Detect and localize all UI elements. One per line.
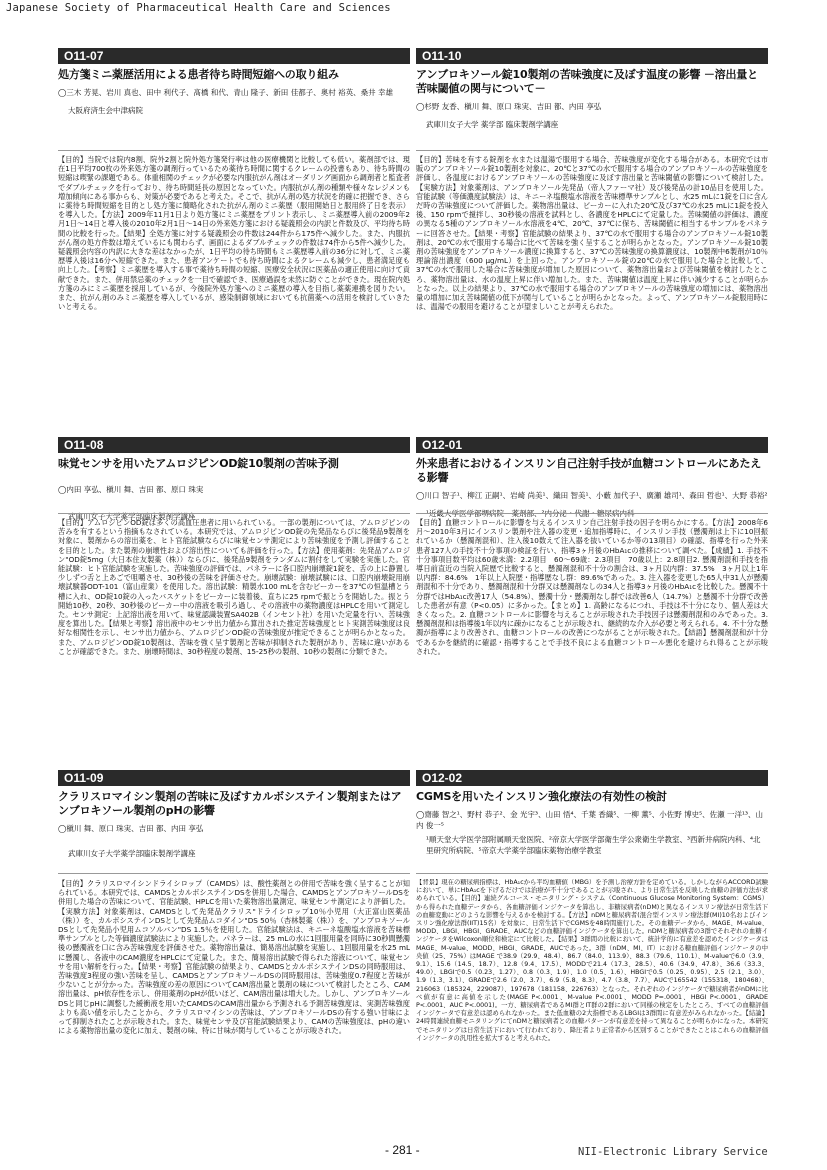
abstract-id: O12-01 [416,437,768,453]
separator [416,150,768,151]
abstract-body: 【目的】血糖コントロールに影響を与えるインスリン自己注射手技の因子を明らかにする。【方法】2008年6月〜2010年3月にインスリン製剤や注入器の変更・追加指導時に、インスリン手技（懸濁剤は上下に10回振れているか（懸濁剤混和）、注入後10数えて注入器を抜いているか等の13項目）の確認、指導を行った外来患者127人の手技不十分事項の検証を行い、指導3ヶ月後のHbA₁cの推移について調べた。【成績】1. 手技不十分事項目数平均は60歳未満：2.2項目 60〜69歳：2.3項目 70歳以上：2.8項目2. 懸濁剤混和手技を指導日前直近の当院入院歴で比較すると、懸濁剤混和不十分の割合は、3ヶ月以内群：37.5% 3ヶ月以上1年以内群：84.6% 1年以上入院歴・指導歴なし群：89.6%であった。3. 注入器を変更した65人中31人が懸濁剤混和不十分であり、懸濁剤混和十分群又は懸濁剤なしの34人と指導3ヶ月後のHbA₁cを比較した。懸濁不十分群ではHbA₁c改善17人（54.8%）、懸濁十分・懸濁剤なし群では改善6人（14.7%）と懸濁不十分群で改善した患者が有意（P<0.05）に多かった。【まとめ】1. 高齢になるにつれ、手技は不十分になり、個人差は大きくなった。2. 血糖コントロールに影響を与えることが示唆された手技因子は懸濁剤混和のみであった。3. 懸濁剤混和は指導後1年以内に疎かになることが示唆され、継続的な介入が必要と考えられる。4. 不十分な懸濁が指導により改善され、血糖コントロールの改善につながることが示唆された。【結語】懸濁剤混和が十分であるかを継続的に確認・指導することで手技不良による血糖コントロール悪化を避けられ得ることが示唆された。 [416,518,768,656]
separator [58,150,410,151]
abstract-authors: ◯槇川 舞、原口 珠実、吉田 都、内田 享弘 [58,824,204,833]
separator [416,873,768,874]
separator [416,513,768,514]
abstract-o12-02 [416,770,768,856]
abstract-title: アンブロキソール錠10製剤の苦味強度に及ぼす温度の影響 －溶出量と苦味閾値の関与について－ [416,68,758,95]
abstract-title: 処方箋ミニ薬歴活用による患者待ち時間短縮への取り組み [58,68,339,81]
abstract-authors: ◯杉野 友香、槇川 舞、原口 珠実、吉田 都、内田 享弘 [416,102,602,111]
abstract-id: O11-08 [58,437,410,453]
abstract-authors: ◯三木 芳晃、岩川 真也、田中 利代子、髙橋 和代、青山 隆子、新田 佳都子、奥村 裕英、桑井 幸雄 [58,88,393,97]
separator [58,513,410,514]
abstract-title: CGMSを用いたインスリン強化療法の有効性の検討 [416,790,667,803]
journal-header: Japanese Society of Pharmaceutical Health Care and Sciences [6,2,391,14]
footer-service: NII-Electronic Library Service [578,1146,768,1158]
abstract-affiliation: 武庫川女子大学薬学部臨床製剤学講座 [68,511,196,521]
abstract-affiliation: 武庫川女子大学薬学部臨床製剤学講座 [68,848,196,858]
abstract-body: 【目的】クラリスロマイシンドライシロップ（CAMDS）は、酸性薬剤との併用で苦味を強く呈することが知られている。本研究では、CAMDSとカルボシステインDSを併用した場合、CAMDSとアンブロキソールDSを併用した場合の苦味について、官能試験、HPLCを用いた薬物溶出量測定、味覚センサ測定により評価した。【実験方法】対象薬剤は、CAMDSとして先発品クラリス"ドライシロップ10％小児用（大正富山医薬品（株））を、カルボシステインDSとして先発品ムコダイン"DS 50％（杏林製薬（株））を、アンブロキソールDSとして先発品小児用ムコソルバン"DS 1.5％を使用した。官能試験法は、キニーネ塩酸塩水溶液を苦味標準サンプルとした等価濃度試験法により実施した。パネラーは、25 mLの水に1回服用量を同時に30秒間懸濁後の懸濁液を口に含み苦味強度を評価させた。薬物溶出量は、簡易溶出試験を実施し、1回服用量を水25 mLに懸濁し、各液中のCAM濃度をHPLCにて定量した。また、簡易溶出試験で得られた溶液について、味覚センサを用い解析を行った。【結果・考察】官能試験の結果より、CAMDSとカルボシステインDSの同時服用は、苦味強度3程度の強い苦味を呈し、CAMDSとアンブロキソールDSの同時服用は、苦味強度0.7程度と苦味が少ないことが分かった。苦味強度の差の原因についてCAM溶出量と製剤の味について検討したところ、CAM溶出量は、pH依存性を示し、併用薬剤のpHが低いほど、CAM溶出量は増大した。しかし、アンブロキソールDSと同じpHに調整した緩衝液を用いたCAMDSのCAM溶出量から予測される予測苦味強度は、実測苦味強度よりも高い値を示したことから、クラリスロマイシンの苦味は、アンブロキソールDSの有する強い甘味によって抑制されたことが示唆された。また、味覚センサ及び官能試験結果より、CAMの苦味強度は、pHの違いによる薬物溶出量の変化に加え、製剤の味、特に甘味が関与していることが示唆された。 [58,879,410,1036]
abstract-o11-10 [416,48,768,130]
abstract-authors: ◯齋藤 智之¹、野村 恭子²、金 光宇³、山田 悟⁴、千葉 香織⁵、一柳 薫⁵、小佐野 博史⁵、佐瀬 一洋¹³、山内 俊一⁵ [416,810,764,830]
abstract-body: 【目的】アムロジピンOD錠は多くの高血圧患者に用いられている。一部の製剤については、アムロジピンの苦みを有するという指摘もなされている。本研究では、アムロジピンOD錠の先発品ならびに後発品9製剤を対象に、製剤からの溶出薬を、ヒト官能試験ならびに味覚センサ測定により苦味強度を予測し評価することを目的とした。また製剤の崩壊性および溶出性についても評価を行った。【方法】使用薬剤：先発品アムロジン"OD錠5mg（大日本住友製薬（株））ならびに、後発品9製剤をランダムに割付をして実験を実施した。官能試験：ヒト官能試験を実施した。苦味強度の評価では、パネラーに各口腔内崩壊錠1錠を、舌の上に静置し少しずつ舌と上あごで咀嚼させ、30秒後の苦味を評価させた。崩壊試験：崩壊試験には、口腔内崩壊錠用崩壊試験器ODT-101（富山産業）を使用した。溶出試験：精製水100 mLを含むビーカーを37℃の恒温槽とう槽に入れ、OD錠10錠の入ったバスケットをビーカーに装着後、直ちに25 rpmで振とうを開始した。振とう開始10秒、20秒、30秒後のビーカー中の溶液を吸引ろ過し、その溶液中の薬物濃度はHPLCを用いて測定した。センサ測定：上記溶出液を用いて、味覚認識装置SA402B（インセント社）を用いた定量を行い、苦味強度を算出した。【結果と考察】溶出液中のセンサ出力値から算出された推定苦味強度とヒト実測苦味強度は良好な相関性を示し、センサ出力値から、アムロジピンOD錠の苦味強度が推定できることが明らかとなった。また、アムロジピンOD錠10製剤は、苦味を強く呈す製剤と苦味が抑制された製剤があり、苦味に違いがあることが確認できた。また、崩壊時間は、30秒程度の製剤、15-25秒の製剤、10秒の製剤に分類できた。 [58,518,410,656]
abstract-id: O11-07 [58,48,410,64]
abstract-o11-07 [58,48,410,116]
abstract-affiliation: ¹順天堂大学医学部附属順天堂医院、²帝京大学医学部衛生学公衆衛生学教室、³西新井病院内科、⁴北里研究所病院、⁵帝京大学薬学部臨床薬物治療学教室 [426,835,761,855]
abstract-body: 【背景】現在の糖尿病指標は、HbA₁cから平均血糖値（MBG）を予測し治療方針を定めている。しかしながらACCORD試験において、単にHbA₁cを下げるだけでは治療が不十分であることが示唆され、より日常生活を反映した血糖の評価方法が求められている。【目的】連続グルコース・モニタリング・システム（Continuous Glucose Monitoring System：CGMS）から得られた血糖データから、各血糖評価インジケータを算出し、非糖尿病者(nDM)と異なるインスリン療法が日常生活下の血糖変動にどのような影響を与えるかを検討する。【方法】nDMと糖尿病者(混合型インスリン療法群(MI)10名およびインスリン強化療法群(IIT)15名）を対象に、日常生活下でCGMSを48時間施行した。その血糖データから、MAGE、M-value、MODD、LBGI、HBGI、GRADE、AUCなどの血糖評価インジケータを算出した。nDMと糖尿病者の3群でそれぞれの血糖インジケータをWilcoxon順位和検定にて比較した。【結果】3群間の比較において、統計学的に有意差を認めたインジケータはMAGE、M-value、MODD、HBGI、GRADE、AUCであった。3群（nDM、MI、IT）における糖血糖評価インジケータの中央値（25、75%）はMAGE で38.9（29.9、48.4）、86.7（84.0、113.9）、88.3（79.6、110.1）、M-valueで6.0（3.9、9.1）、15.6（14.5、18.7）、12.8（9.4、17.5）、MODDで21.4（17.3、28.5）、40.6（34.9、47.8）、36.6（33.3、49.0）、LBGIで0.5（0.23、1.27）、0.8（0.3、1.9）、1.0（0.5、1.6）、HBGIで0.5（0.25、0.95）、2.5（2.1、3.0）、1.9（1.3、3.1）、GRADEで2.6（2.0、3.7）、6.9（5.8、8.3）、4.7（3.8、7.7）、AUCで165542（155318、180468）、216063（185324、229087）、197678（181158、226763）となった。それぞれのインジケータで糖尿病者がnDMに比べ値が有意に高値を示した(MAGE P<.0001、M-value P<.0001、MODD P=.0001、HBGI P<.0001、GRADE P<.0001、AUC P<.0001)。一方、糖尿病者であるMI群とIT群の2群において同様の検定をしたところ、すべての血糖評価インジケータで有意差は認められなかった。また低血糖の2大指標であるLBGIは3群間に有意差がみられなかった。【結論】24時間連続血糖モニタリングにてnDMと糖尿病者との血糖パターンが有意差を持って異なることが明らかになった。本研究でモニタリングは日常生活下において行われており、降圧者より正常者から区別することができたことはこれらの血糖評価インジケータの汎用性を拡大すると考えられた。 [416,879,768,1042]
abstract-o11-08 [58,437,410,522]
abstract-title: 味覚センサを用いたアムロジピンOD錠10製剤の苦味予測 [58,457,339,470]
abstract-body: 【目的】苦味を有する錠剤を水または温湯で服用する場合、苦味強度が変化する場合がある。本研究では市販のアンブロキソール錠10製剤を対象に、20℃と37℃の水で服用する場合のアンブロキソールの苦味強度を評価し、各温度におけるアンブロキソールの苦味強度に及ぼす溶出量と苦味閾値の影響について検討した。【実験方法】対象薬剤は、アンブロキソール先発品（帝人ファーマ社）及び後発品の計10品目を使用した。官能試験（等価濃度試験法）は、キニーネ塩酸塩水溶液を苦味標準サンプルとし、水25 mLに1錠を口に含んだ時の苦味強度について評価した。薬物溶出量は、ビーカーに入れた20℃及び37℃の水25 mLに1錠を投入後、150 rpmで撹拌し、30秒後の溶液を試料とし、各濃度をHPLCにて定量した。苦味閾値の評価は、濃度の異なる5種のアンブロキソール水溶液を4℃、20℃、37℃に保ち、苦味閾値に相当するサンプルをパネラーに回答させた。【結果・考察】官能試験の結果より、37℃の水で服用する場合のアンブロキソール錠10製剤は、20℃の水で服用する場合に比べて苦味を強く呈することが明らかとなった。アンブロキソール錠10製剤の苦味強度をアンブロキソール濃度に換算すると、37℃の苦味強度の換算濃度は、10製剤中6製剤が10％理論溶出濃度（600 μg/mL）を上回った。アンブロキソール錠の20℃の水で服用した場合と比較して、37℃の水で服用した場合に苦味強度が増加した原因について、薬物溶出量および苦味閾値を検討したところ、薬物溶出量は、水の温度上昇に伴い増加した。また、苦味閾値は温度上昇に伴い減少することが明らかとなった。以上の結果より、37℃の水で服用する場合のアンブロキソールの苦味強度の増加には、薬物溶出量の増加に加え苦味閾値の低下が関与していることが明らかとなった。よって、アンブロキソール錠服用時には、温湯での服用を避けることが望ましいことが考えられた。 [416,155,768,312]
separator [58,873,410,874]
abstract-body: 【目的】当院では院内8割、院外2割と院外処方箋発行率は他の医療機関と比較しても低い。薬剤部では、現在1日平均700枚の外来処方箋の調剤行っているため薬待ち時間に関するクレームの投書もあり、待ち時間の短縮は喫緊の課題である。体重相関のチェックが必要な内服抗がん剤はオーダリング画面から調剤者と監査者でダブルチェックを行っており、待ち時間延長の原因となっていた。内服抗がん剤の種類や様々なレジメンも増加傾向にある事からも、対策が必要であると考えた。そこで、抗がん剤の処方状況を的確に把握でき、さらに薬待ち時間短縮を目的とし処方箋に簡略化された抗がん剤のミニ薬歴（服用開始日と服用終了日を表示）を導入した。【方法】2009年11月1日より処方箋にミニ薬歴をプリント表示し、ミニ薬歴導入前の2009年2月1日〜14日と導入後の2010年2月1日〜14日の外来処方箋における疑義照会の内訳と件数及び、平均待ち時間の比較を行った。【結果】全処方箋に対する疑義照会の件数は244件から175件へ減少した。また、内服抗がん剤の処方件数は増えているにも関わらず、画面によるダブルチェックの件数は74件から5件へ減少した。疑義照会内容の内訳に大きな差はなかったが、1日平均の待ち時間もミニ薬歴導入前の36分に対して、ミニ薬歴導入後は16分へ短縮できた。また、患者アンケートでも待ち時間によるクレームも減少し、患者満足度も向上した。【考察】ミニ薬歴を導入する事で薬待ち時間の短縮、医療安全状況に医薬品の適正使用に向けて貢献できた。また、併用禁忌薬のチェックを一目で確認でき、医療過誤を未然に防ぐことができた。現在院内処方箋のみにミニ薬歴を採用しているが、今後院外処方箋へのミニ薬歴の導入を目指し薬薬連携を図りたい。また、抗がん剤のみミニ薬歴を導入しているが、感染制御領域においても抗菌薬への活用を検討していきたいと考える。 [58,155,410,312]
abstract-id: O11-09 [58,770,410,786]
abstract-o12-01 [416,437,768,519]
abstract-id: O11-10 [416,48,768,64]
abstract-affiliation: 大阪府済生会中津病院 [68,105,143,115]
abstract-affiliation: ¹近畿大学医学部堺病院 薬剤部、²内分泌・代謝・糖尿病内科 [426,508,635,518]
abstract-affiliation: 武庫川女子大学 薬学部 臨床製剤学講座 [426,119,559,129]
abstract-title: 外来患者におけるインスリン自己注射手技が血糖コントロールにあたえる影響 [416,457,762,484]
abstract-id: O12-02 [416,770,768,786]
abstract-authors: ◯内田 享弘、槇川 舞、吉田 都、原口 珠実 [58,485,204,494]
abstract-authors: ◯川口 智子¹、柳江 正嗣¹、岩崎 尚美¹、織田 智美¹、小藪 加代子¹、廣瀬 雄司¹、森田 哲也¹、大野 恭裕² [416,491,768,500]
abstract-o11-09 [58,770,410,859]
page-number: - 281 - [385,1143,420,1157]
abstract-title: クラリスロマイシン製剤の苦味に及ぼすカルボシステイン製剤またはアンブロキソール製剤のpHの影響 [58,790,402,817]
